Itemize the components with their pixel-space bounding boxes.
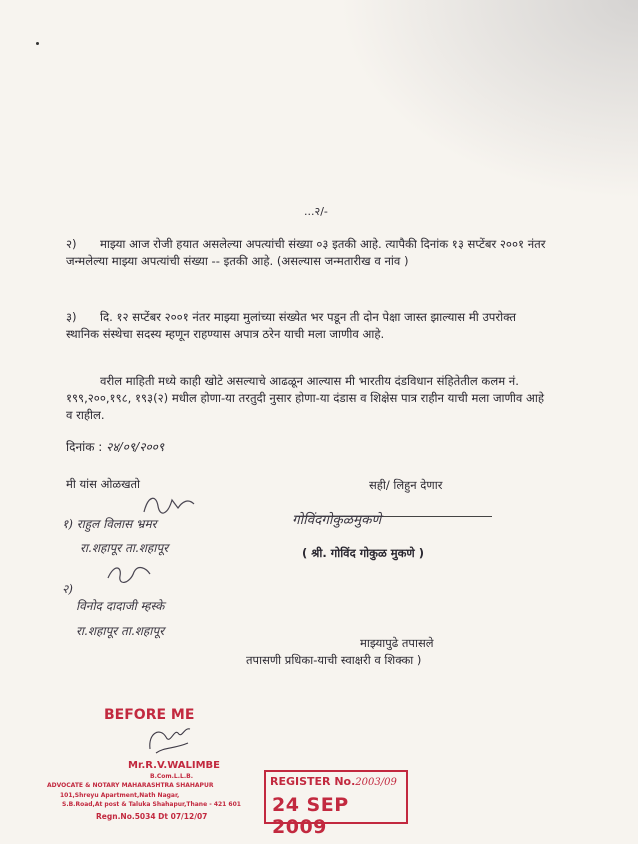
- date-value: २४/०९/२००९: [106, 440, 165, 454]
- witness-2-signature: [104, 562, 154, 586]
- scan-shadow: [338, 0, 638, 200]
- witness-name: राहुल विलास भ्रमर: [76, 517, 157, 531]
- verified-before-me: माझ्यापुढे तपासले: [360, 636, 434, 650]
- declarant-label: सही/ लिहुन देणार: [369, 478, 443, 492]
- register-label: REGISTER No.: [270, 775, 356, 788]
- notary-heading: BEFORE ME: [104, 707, 195, 723]
- witness-2: [62, 580, 73, 597]
- declarant-name: ( श्री. गोविंद गोकुळ मुकणे ): [302, 546, 424, 560]
- witness-2-name: विनोद दादाजी म्हस्के: [76, 599, 165, 613]
- notary-name: Mr.R.V.WALIMBE: [128, 760, 221, 771]
- notary-registration: Regn.No.5034 Dt 07/12/07: [96, 812, 208, 821]
- notary-title: ADVOCATE & NOTARY MAHARASHTRA SHAHAPUR: [47, 782, 214, 789]
- register-suffix: /09: [380, 777, 397, 788]
- clause-text: दि. १२ सप्टेंबर २००१ नंतर माझ्या मुलांच्या संख्येत भर पडून ती दोन पेक्षा जास्त झाल्यास मी उपरोक्त स्थानिक संस्थेचा सदस्य म्हणून राहण्यास अपात्र ठरेन याची मला जाणीव आहे.: [66, 310, 516, 341]
- notary-address-2: S.B.Road,At post & Taluka Shahapur,Thane - 421 601: [62, 801, 241, 808]
- clause-text: माझ्या आज रोजी हयात असलेल्या अपत्यांची संख्या ०३ इतकी आहे. त्यापैकी दिनांक १३ सप्टेंबर २००१ नंतर जन्मलेल्या माझ्या अपत्यांची संख्या -- इतकी आहे. (असल्यास जन्मतारीख व नांव ): [66, 237, 546, 268]
- declarant-signature: गोविंदगोकुळमुकणे: [292, 512, 382, 528]
- date-line: [66, 438, 164, 455]
- date-label: दिनांक :: [66, 440, 103, 454]
- notary-signature: [144, 719, 194, 759]
- clause-text: वरील माहिती मध्ये काही खोटे असल्याचे आढळून आल्यास मी भारतीय दंडविधान संहितेतील कलम नं. १९९,२००,१९८, १९३(२) मधील होणा-या तरतुदी नुसार होणा-या दंडास व शिक्षेस पात्र राहीन याची मला जाणीव आहे व राहील.: [66, 374, 545, 422]
- verifying-officer-line: तपासणी प्रधिका-याची स्वाक्षरी व शिक्का ): [246, 653, 422, 667]
- register-number-line: [270, 775, 397, 788]
- notary-degree: B.Com.L.L.B.: [150, 773, 193, 780]
- clause-penalty: [66, 373, 546, 424]
- page-marker: ...२/-: [304, 205, 328, 218]
- witness-1: [62, 515, 157, 532]
- clause-disqualification: [66, 309, 546, 343]
- clause-number: ३): [66, 310, 77, 324]
- register-stamp: [264, 770, 408, 838]
- register-date: 24 SEP 2009: [272, 794, 349, 838]
- witness-intro: मी यांस ओळखतो: [66, 477, 141, 491]
- register-number: 2003: [355, 777, 381, 788]
- notary-address-1: 101,Shreyu Apartment,Nath Nagar,: [60, 792, 180, 799]
- scan-speck: [36, 42, 39, 45]
- witness-2-address: रा.शहापूर ता.शहापूर: [76, 624, 165, 638]
- clause-number: २): [66, 237, 77, 251]
- witness-1-address: रा.शहापूर ता.शहापूर: [80, 541, 169, 555]
- witness-number: १): [62, 517, 73, 531]
- witness-number: २): [62, 582, 73, 596]
- clause-children-count: [66, 236, 546, 270]
